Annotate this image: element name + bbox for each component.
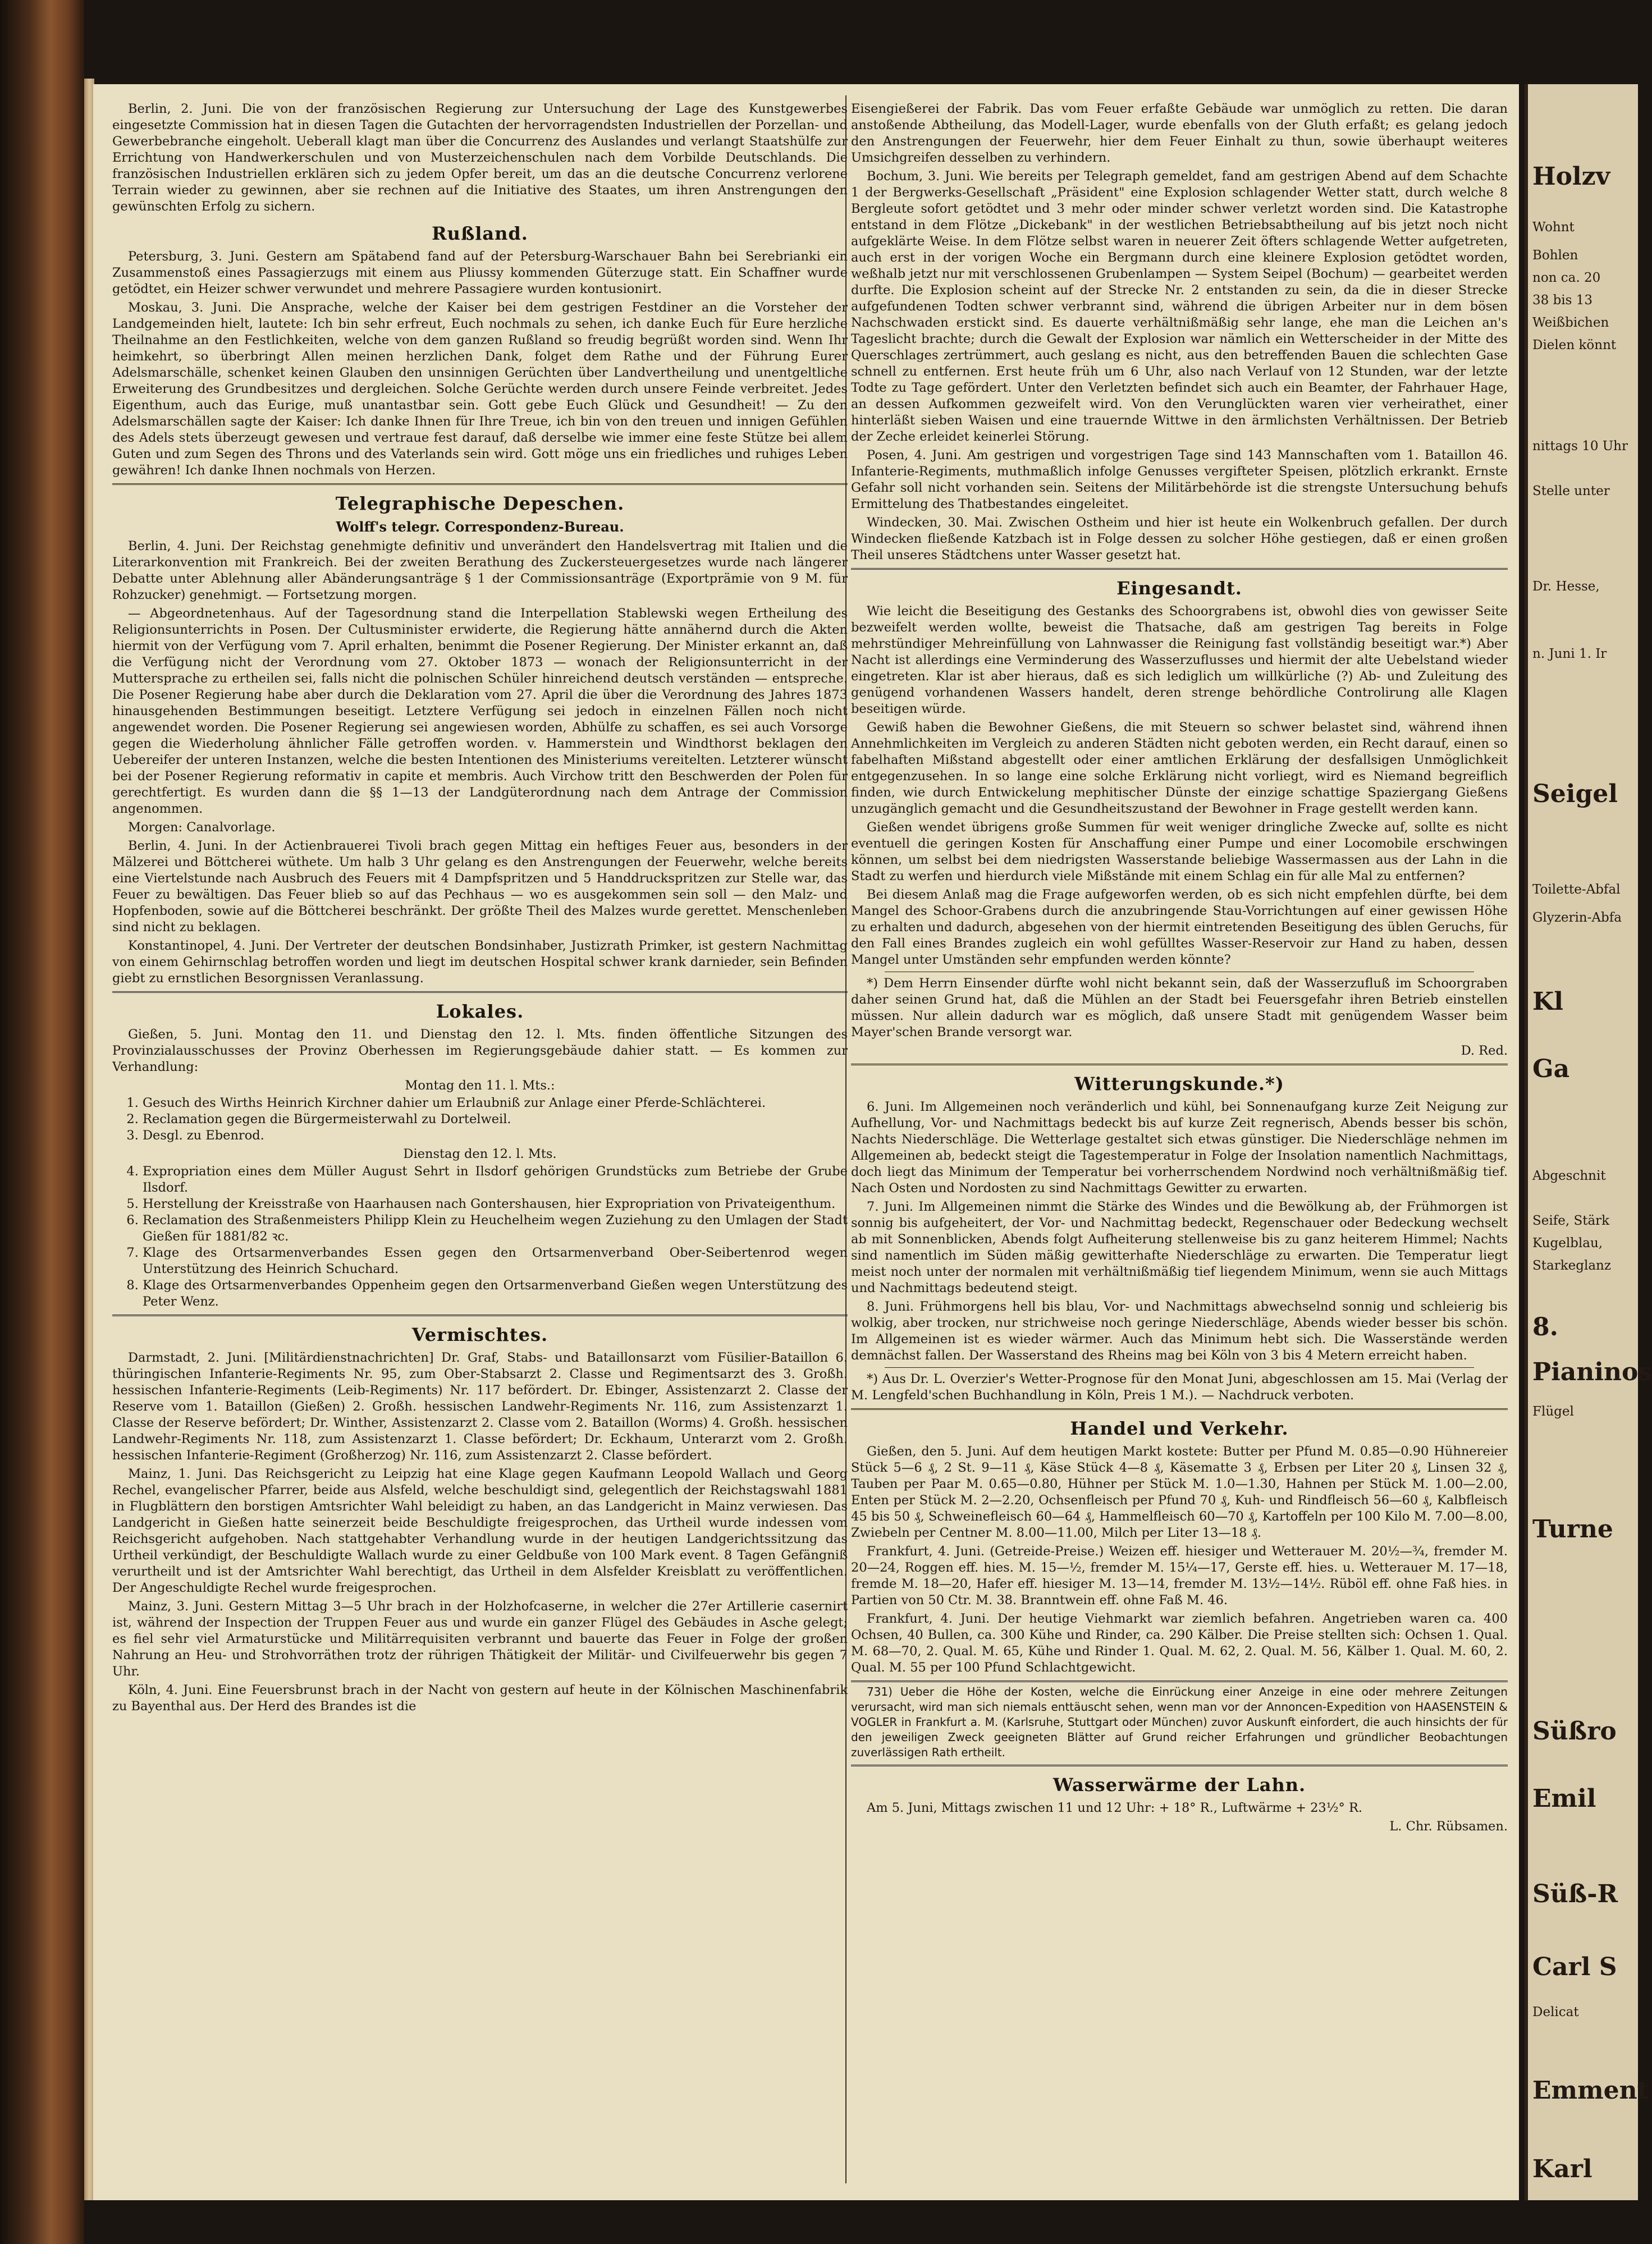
- edge-fragment: Starkeglanz: [1532, 1258, 1611, 1273]
- agenda-item: 8. Klage des Ortsarmenverbandes Oppenheim gegen den Ortsarmenverband Gießen wegen Unterstützung des Peter Wenz.: [143, 1277, 848, 1310]
- forecast-8-juni: 8. Juni. Frühmorgens hell bis blau, Vor- und Nachmittags abwechselnd sonnig und schleierig bis wolkig, aber trocken, nur strichweise noch geringe Niederschläge, Abends wieder besser bis schön. Im Allgemeinen ist es wieder wärmer. Auch das Minimum hebt sich. Die Wasserstände werden demnächst fallen. Der Wasserstand des Rheins mag bei Köln von 3 bis 4 Metern erreicht haben.: [851, 1299, 1508, 1363]
- signature-ruebsamen: L. Chr. Rübsamen.: [1389, 1819, 1508, 1834]
- edge-fragment: Dielen könnt: [1532, 338, 1617, 352]
- edge-fragment: n. Juni 1. Ir: [1532, 647, 1607, 661]
- left-column: [112, 101, 848, 1717]
- heading-wasserwaerme: Wasserwärme der Lahn.: [1052, 1774, 1306, 1796]
- article-berlin-tivoli: Berlin, 4. Juni. In der Actienbrauerei Tivoli brach gegen Mittag ein heftiges Feuer aus, besonders in der Mälzerei und Böttcherei wüthete. Um halb 3 Uhr gelang es den Anstrengungen der Feuerwehr, welche bereits eine Viertelstunde nach Ausbruch des Feuers mit 4 Dampfspritzen und 5 Handdruckspritzen zur Stelle war, das Feuer zu bewältigen. Das Feuer blieb so auf das Pechhaus — wo es ausgekommen sein soll — den Malz- und Hopfenboden, sowie auf die Böttcherei beschränkt. Der größte Theil des Malzes wurde gerettet. Menschenleben sind nicht zu beklagen.: [112, 839, 848, 935]
- edge-fragment: Dr. Hesse,: [1532, 579, 1600, 594]
- edge-fragment: Weißbichen: [1532, 315, 1609, 330]
- edge-fragment: Seigel: [1532, 780, 1618, 808]
- edge-fragment: Kl: [1532, 987, 1563, 1016]
- article-bochum: Bochum, 3. Juni. Wie bereits per Telegraph gemeldet, fand am gestrigen Abend auf dem Schachte 1 der Bergwerks-Gesellschaft „Präsident" eine Explosion schlagender Wetter statt, durch welche 8 Bergleute sofort getödtet und 3 mehr oder minder schwer verletzt worden sind. Die Katastrophe entstand in dem Flötze „Dickebank" in der westlichen Betriebsabtheilung auf bis jetzt noch nicht aufgeklärte Weise. In dem Flötze selbst waren in neuerer Zeit öfters schlagende Wetter aufgetreten, auch erst in der vorigen Woche ein Bergmann durch eine kleinere Explosion getödtet worden, weßhalb jetzt nur mit verschlossenen Grubenlampen — System Seipel (Bochum) — gearbeitet werden durfte. Die Explosion scheint auf der Strecke Nr. 2 entstanden zu sein, da die in dieser Strecke aufgefundenen Todten schwer verbrannt sind, während die übrigen Arbeiter nur in dem bösen Nachschwaden erstickt sind. Es dauerte verhältnißmäßig sehr lange, ehe man die Leichen an's Tageslicht brachte; durch die Gewalt der Explosion war nämlich ein Wetterscheider in der Mitte des Querschlages zertrümmert, auch geslang es nicht, aus den betreffenden Bauen die schlechten Gase schnell zu entfernen. Erst heute früh um 6 Uhr, also nach Verlauf von 12 Stunden, war der letzte Todte zu Tage gefördert. Unter den Verletzten befindet sich auch ein Beamter, der Fahrhauer Hage, an dessen Aufkommen gezweifelt wird. Von den Verunglückten waren vier verheirathet, einer hinterläßt sieben Waisen und eine trauernde Wittwe in den ärmlichsten Verhältnissen. Der Betrieb der Zeche erleidet keinerlei Störung.: [851, 169, 1508, 444]
- edge-fragment: Toilette-Abfal: [1532, 882, 1621, 897]
- article-koeln-continued: Eisengießerei der Fabrik. Das vom Feuer erfaßte Gebäude war unmöglich zu retten. Die daran anstoßende Abtheilung, das Modell-Lager, wurde ebenfalls von der Gluth erfaßt; es gelang jedoch den Anstrengungen der Feuerwehr, hier dem Feuer Einhalt zu thun, sowie überhaupt weiteres Umsichgreifen desselben zu verhindern.: [851, 102, 1508, 165]
- agenda-item: 5. Herstellung der Kreisstraße von Haarhausen nach Gontershausen, hier Expropriation von Privateigenthum.: [143, 1196, 848, 1212]
- section-rule: [112, 483, 848, 485]
- edge-fragment: 38 bis 13: [1532, 293, 1593, 308]
- edge-fragment: 8.: [1532, 1313, 1558, 1341]
- right-column: [851, 101, 1508, 1835]
- agenda-list-montag: [112, 1095, 848, 1144]
- heading-vermischtes: Vermischtes.: [411, 1324, 548, 1345]
- edge-fragment: Süß-R: [1532, 1880, 1618, 1908]
- edge-fragment: Glyzerin-Abfa: [1532, 910, 1622, 925]
- agenda-item: 2. Reclamation gegen die Bürgermeisterwahl zu Dortelweil.: [143, 1111, 848, 1128]
- article-petersburg: Petersburg, 3. Juni. Gestern am Spätabend fand auf der Petersburg-Warschauer Bahn bei Serebrianki ein Zusammenstoß eines Passagierzugs mit einem aus Pliussy kommenden Güterzuge statt. Ein Schaffner wurde getödtet, ein Heizer schwer verwundet und mehrere Passagiere wurden kontusionirt.: [112, 249, 848, 296]
- agenda-list-dienstag: [112, 1164, 848, 1310]
- market-frankfurt-getreide: Frankfurt, 4. Juni. (Getreide-Preise.) Weizen eff. hiesiger und Wetterauer M. 20½—¾, fremder M. 20—24, Roggen eff. hies. M. 15—½, fremder M. 15¼—17, Gerste eff. hies. u. Wetterauer M. 17—18, fremde M. 18—20, Hafer eff. hiesiger M. 13—14, fremder M. 13½—14½. Rüböl eff. ohne Faß hies. in Partien von 50 Ctr. M. 38. Branntwein eff. ohne Faß M. 46.: [851, 1544, 1508, 1608]
- edge-fragment: Turne: [1532, 1515, 1613, 1544]
- newspaper-page: [93, 84, 1519, 2200]
- article-mainz-reichsgericht: Mainz, 1. Juni. Das Reichsgericht zu Leipzig hat eine Klage gegen Kaufmann Leopold Wallach und Georg Rechel, evangelischer Pfarrer, beide aus Alsfeld, welche beschuldigt sind, gelegentlich der Reichstagswahl 1881 in Flugblättern den borstigen Amtsrichter Wahl beleidigt zu haben, an das Landgericht in Mainz verwiesen. Das Landgericht in Gießen hatte seinerzeit beide Beschuldigte freigesprochen, das Urtheil wurde indessen vom Reichsgericht aufgehoben. Nach stattgehabter Verhandlung wurde in der heutigen Landgerichtssitzung das Urtheil verkündigt, der Beschuldigte Wallach wurde zu einer Geldbuße von 100 Mark event. 8 Tagen Gefängniß verurtheilt und ist der Amtsrichter Wahl berechtigt, das Urtheil in dem Alsfelder Kreisblatt zu veröffentlichen. Der Angeschuldigte Rechel wurde freigesprochen.: [112, 1467, 848, 1595]
- article-eingesandt-4: Bei diesem Anlaß mag die Frage aufgeworfen werden, ob es sich nicht empfehlen dürfte, bei dem Mangel des Schoor-Grabens durch die anzubringende Stau-Vorrichtungen auf einer gewissen Höhe zu erhalten und dadurch, abgesehen von der hiermit eintretenden Beseitigung des üblen Geruchs, für den Fall eines Brandes zugleich ein wohl gefülltes Wasser-Reservoir zur Hand zu haben, dessen Mangel unter Umständen sehr empfunden werden könnte?: [851, 887, 1508, 967]
- edge-fragment: Abgeschnit: [1532, 1169, 1606, 1183]
- agenda-item: 4. Expropriation eines dem Müller August Sehrt in Ilsdorf gehörigen Grundstücks zum Betriebe der Grube Ilsdorf.: [143, 1164, 848, 1196]
- edge-fragment: Pianinos: [1532, 1358, 1652, 1386]
- agenda-dienstag: Dienstag den 12. l. Mts.: [403, 1147, 557, 1161]
- article-darmstadt: Darmstadt, 2. Juni. [Militärdienstnachrichten] Dr. Graf, Stabs- und Bataillonsarzt vom Füsilier-Bataillon 6. thüringischen Infanterie-Regiments Nr. 95, zum Ober-Stabsarzt 2. Classe und Regimentsarzt des 3. Großh. hessischen Infanterie-Regiments (Leib-Regiments) Nr. 117 befördert. Dr. Ebinger, Assistenzarzt 2. Classe der Reserve vom 1. Bataillon (Gießen) 2. Großh. hessischen Landwehr-Regiments Nr. 116, zum Assistenzarzt 1. Classe der Reserve befördert; Dr. Winther, Assistenzarzt 2. Classe vom 2. Bataillon (Worms) 4. Großh. hessischen Landwehr-Regiments Nr. 118, zum Assistenzarzt 1. Classe befördert; Dr. Eckhaum, Unterarzt vom 2. Großh. hessischen Infanterie-Regiment (Großherzog) Nr. 116, zum Assistenzarzt 2. Classe befördert.: [112, 1350, 848, 1463]
- article-posen: Posen, 4. Juni. Am gestrigen und vorgestrigen Tage sind 143 Mannschaften vom 1. Bataillon 46. Infanterie-Regiments, muthmaßlich infolge Genusses vergifteter Speisen, plötzlich erkrankt. Ernste Gefahr soll nicht vorhanden sein. Seitens der Militärbehörde ist die strengste Untersuchung behufs Ermittelung des Thatbestandes eingeleitet.: [851, 448, 1508, 511]
- agenda-item: 6. Reclamation des Straßenmeisters Philipp Klein zu Heuchelheim wegen Zuziehung zu den Umlagen der Stadt Gießen für 1881/82 ꝛc.: [143, 1212, 848, 1245]
- edge-fragment: Kugelblau,: [1532, 1236, 1603, 1251]
- footnote-eingesandt: *) Dem Herrn Einsender dürfte wohl nicht bekannt sein, daß der Wasserzufluß im Schoorgraben daher seinen Grund hat, daß die Mühlen an der Stadt bei Feuersgefahr ihren Betrieb einstellen müssen. Nur allein dadurch war es möglich, daß unsere Stadt mit genügendem Wasser beim Mayer'schen Brande versorgt war.: [851, 976, 1508, 1039]
- article-abgeordnetenhaus: — Abgeordnetenhaus. Auf der Tagesordnung stand die Interpellation Stablewski wegen Ertheilung des Religionsunterrichts in Posen. Der Cultusminister erwiderte, die Regierung hätte annähernd durch die Akten hiermit von der Verfügung vom 7. April erhalten, benimmt die Posener Regierung. Der Minister erkannt an, daß die Verfügung nicht der Verordnung vom 27. Oktober 1873 — wonach der Religionsunterricht in der Muttersprache zu ertheilen sei, falls nicht die polnischen Schüler hinreichend deutsch verständen — entspreche. Die Posener Regierung habe aber durch die Deklaration vom 27. April die über die Verordnung des Jahres 1873 hinausgehenden Bestimmungen beseitigt. Letztere Verfügung sei jedoch in einzelnen Fällen noch nicht angewendet worden. Die Posener Regierung sei angewiesen worden, Abhülfe zu schaffen, es sei auch Vorsorge gegen die Wiederholung ähnlicher Fälle getroffen worden. v. Hammerstein und Windthorst beklagen den Uebereifer der unteren Instanzen, welche die besten Intentionen des Ministeriums vereitelten. Letzterer wünscht bei der Posener Regierung reformativ in capite et membris. Auch Virchow tritt den Beschwerden der Polen für gerechtfertigt. Es wurden dann die §§ 1—13 der Landgüterordnung nach dem Antrage der Commission angenommen.: [112, 606, 848, 816]
- advertisement-haasenstein-vogler: [851, 1680, 1508, 1766]
- article-giessen-sitzungen: Gießen, 5. Juni. Montag den 11. und Dienstag den 12. l. Mts. finden öffentliche Sitzungen des Provinzialausschusses der Provinz Oberhessen im Regierungsgebäude dahier statt. — Es kommen zur Verhandlung:: [112, 1027, 848, 1074]
- edge-fragment: Flügel: [1532, 1404, 1574, 1419]
- article-morgen: Morgen: Canalvorlage.: [128, 820, 276, 835]
- agenda-item: 7. Klage des Ortsarmenverbandes Essen gegen den Ortsarmenverband Ober-Seibertenrod wegen Unterstützung des Heinrich Schuchard.: [143, 1245, 848, 1277]
- heading-eingesandt: Eingesandt.: [1116, 578, 1242, 599]
- edge-fragment: nittags 10 Uhr: [1532, 439, 1628, 454]
- agenda-item: 3. Desgl. zu Ebenrod.: [143, 1128, 848, 1144]
- article-konstantinopel: Konstantinopel, 4. Juni. Der Vertreter der deutschen Bondsinhaber, Justizrath Primker, ist gestern Nachmittag von einem Gehirnschlag betroffen worden und liegt im deutschen Hospital schwer krank darnieder, sein Befinden giebt zu ernstlichen Besorgnissen Veranlassung.: [112, 938, 848, 986]
- article-eingesandt-2: Gewiß haben die Bewohner Gießens, die mit Steuern so schwer belastet sind, während ihnen Annehmlichkeiten im Vergleich zu anderen Städten nicht geboten werden, ein Recht darauf, einen so fabelhaften Mißstand abgestellt oder einer amtlichen Erklärung der desfallsigen Unmöglichkeit entgegenzusehen. In so lange eine solche Erklärung nicht vorliegt, wird es Niemand begreiflich finden, wie durch Entwickelung mephitischer Dünste der einzige schattige Spaziergang Gießens unzugänglich gemacht und die Gesundheitszustand der Bewohner in Frage gestellt werden kann.: [851, 720, 1508, 816]
- signature-redaktion: D. Red.: [1461, 1043, 1508, 1058]
- note-rule: [885, 1367, 1474, 1368]
- edge-fragment: Seife, Stärk: [1532, 1213, 1610, 1228]
- edge-fragment: Wohnt: [1532, 220, 1575, 235]
- section-rule: [112, 1315, 848, 1316]
- heading-handel-verkehr: Handel und Verkehr.: [1070, 1418, 1289, 1439]
- article-eingesandt-3: Gießen wendet übrigens große Summen für weit weniger dringliche Zwecke auf, sollte es nicht eventuell die geringen Kosten für Anschaffung einer Pumpe und einer Locomobile erschwingen können, um selbst bei dem niedrigsten Wasserstande beliebige Wassermassen aus der Lahn in die Stadt zu werfen und hierdurch viele Mißstände mit einem Schlag ein für alle Mal zu entfernen?: [851, 820, 1508, 883]
- heading-lokales: Lokales.: [436, 1001, 524, 1022]
- edge-fragment: Emment: [1532, 2076, 1649, 2105]
- section-rule: [851, 568, 1508, 570]
- water-temperature: Am 5. Juni, Mittags zwischen 11 und 12 Uhr: + 18° R., Luftwärme + 23½° R.: [867, 1801, 1363, 1815]
- article-berlin-kunstgewerbe: Berlin, 2. Juni. Die von der französischen Regierung zur Untersuchung der Lage des Kunstgewerbes eingesetzte Commission hat in diesen Tagen die Gutachten der hervorragendsten Industriellen der Porzellan- und Gewerbebranche eingeholt. Ueberall klagt man über die Concurrenz des Auslandes und verlangt Staatshülfe zur Errichtung von Handwerkerschulen und von Musterzeichenschulen nach dem Vorbilde Deutschlands. Die französischen Industriellen erklären sich zu jedem Opfer bereit, um das an die deutsche Concurrenz verlorene Terrain wieder zu gewinnen, aber sie rechnen auf die Initiative des Staates, um ihren Anstrengungen den gewünschten Erfolg zu sichern.: [112, 102, 848, 214]
- edge-fragment: Emil: [1532, 1784, 1596, 1813]
- edge-fragment: Bohlen: [1532, 248, 1578, 263]
- edge-fragment: Carl S: [1532, 1953, 1617, 1981]
- edge-fragment: Delicat: [1532, 2005, 1579, 2019]
- section-rule: [851, 1064, 1508, 1065]
- market-giessen: Gießen, den 5. Juni. Auf dem heutigen Markt kostete: Butter per Pfund M. 0.85—0.90 Hühnereier Stück 5—6 ₰, 2 St. 9—11 ₰, Käse Stück 4—8 ₰, Käsematte 3 ₰, Erbsen per Liter 20 ₰, Linsen 32 ₰, Tauben per Paar M. 0.65—0.80, Hühner per Stück M. 1.0—1.30, Hahnen per Stück M. 1.00—2.00, Enten per Stück M. 2—2.20, Ochsenfleisch per Pfund 70 ₰, Kuh- und Rindfleisch 56—60 ₰, Kalbfleisch 45 bis 50 ₰, Schweinefleisch 60—64 ₰, Hammelfleisch 60—70 ₰, Kartoffeln per 100 Kilo M. 7.00—8.00, Zwiebeln per Centner M. 8.00—11.00, Milch per Liter 13—18 ₰.: [851, 1444, 1508, 1540]
- agenda-item: 1. Gesuch des Wirths Heinrich Kirchner dahier um Erlaubniß zur Anlage einer Pferde-Schlächterei.: [143, 1095, 848, 1111]
- forecast-6-juni: 6. Juni. Im Allgemeinen noch veränderlich und kühl, bei Sonnenaufgang kurze Zeit Neigung zur Aufhellung, Vor- und Nachmittags bedeckt bis auf kurze Zeit regnerisch, Abends besser bis schön, Nachts Niederschläge. Die Wetterlage gestaltet sich etwas günstiger. Die Niederschläge nehmen im Allgemeinen ab, bedeckt steigt die Tagestemperatur in Folge der Insolation namentlich Nachmittags, doch liegt das Minimum der Temperatur bei vorherrschendem Nordwind noch verhältnißmäßig tief. Nach Osten und Nordosten zu sind Nachmittags Gewitter zu erwarten.: [851, 1100, 1508, 1196]
- article-mainz-feuer: Mainz, 3. Juni. Gestern Mittag 3—5 Uhr brach in der Holzhofcaserne, in welcher die 27er Artillerie casernirt ist, während der Inspection der Truppen Feuer aus und wurde ein ganzer Flügel des Gebäudes in Asche gelegt; es fiel sehr viel Armaturstücke und Militärrequisiten verbrannt und bauerte das Feuer in Folge der großen Nahrung an Heu- und Strohvorräthen trotz der rührigen Thätigkeit der Militär- und Civilfeuerwehr bis gegen 7 Uhr.: [112, 1599, 848, 1679]
- edge-fragment: Ga: [1532, 1055, 1570, 1083]
- heading-russland: Rußland.: [432, 223, 528, 244]
- article-koeln: Köln, 4. Juni. Eine Feuersbrunst brach in der Nacht von gestern auf heute in der Kölnischen Maschinenfabrik zu Bayenthal aus. Der Herd des Brandes ist die: [112, 1683, 848, 1714]
- edge-fragment: Stelle unter: [1532, 484, 1610, 498]
- advertisement-text: 731) Ueber die Höhe der Kosten, welche die Einrückung einer Anzeige in eine oder mehrere Zeitungen verursacht, wird man sich niemals enttäuscht sehen, wenn man vor der Annoncen-Expedition von HAASENSTEIN & VOGLER in Frankfurt a. M. (Karlsruhe, Stuttgart oder München) zuvor Auskunft einfordert, die auch hinsichts der für den jeweiligen Zweck geeigneten Blätter auf Grund reicher Erfahrungen und gründlicher Beobachtungen zuverlässigen Rath ertheilt.: [851, 1685, 1508, 1759]
- article-eingesandt-1: Wie leicht die Beseitigung des Gestanks des Schoorgrabens ist, obwohl dies von gewisser Seite bezweifelt werden wollte, beweist die Thatsache, daß am gestrigen Tag bereits in Folge mehrstündiger Mehreinfüllung von Lahnwasser die Reinigung fast vollständig beseitigt war.*) Aber Nacht ist allerdings eine Verminderung des Wasserzuflusses und hiermit der alte Uebelstand wieder eingetreten. Klar ist aber hieraus, daß es sich lediglich um willkürliche (?) Ab- und Zuleitung des genügend vorhandenen Wassers handelt, deren strenge behördliche Controlirung alle Klagen beseitigen würde.: [851, 604, 1508, 716]
- adjacent-page-edge: [1528, 84, 1652, 2200]
- section-rule: [112, 991, 848, 993]
- agenda-montag: Montag den 11. l. Mts.:: [405, 1078, 555, 1093]
- section-rule: [851, 1408, 1508, 1410]
- forecast-7-juni: 7. Juni. Im Allgemeinen nimmt die Stärke des Windes und die Bewölkung ab, der Frühmorgen ist sonnig bis aufgeheitert, der Vor- und Nachmittag bedeckt, Regenschauer oder Bedeckung wechselt ab mit Sonnenblicken, Abends folgt Aufheiterung stellenweise bis zu ganz heiterem Himmel; Nachts sind namentlich im Süden mäßig gewitterhafte Niederschläge zu erwarten. Die Temperatur liegt meist noch unter der normalen mit verhältnißmäßig tief liegendem Minimum, wenn sie auch Mittags und Nachmittags bedeutend steigt.: [851, 1199, 1508, 1295]
- subheading-wolff-bureau: Wolff's telegr. Correspondenz-Bureau.: [336, 519, 624, 535]
- footnote-witterung: *) Aus Dr. L. Overzier's Wetter-Prognose für den Monat Juni, abgeschlossen am 15. Mai (Verlag der M. Lengfeld'schen Buchhandlung in Köln, Preis 1 M.). — Nachdruck verboten.: [851, 1372, 1508, 1403]
- heading-telegraphische-depeschen: Telegraphische Depeschen.: [335, 493, 625, 514]
- heading-witterungskunde: Witterungskunde.*): [1074, 1073, 1284, 1094]
- article-windecken: Windecken, 30. Mai. Zwischen Ostheim und hier ist heute ein Wolkenbruch gefallen. Der durch Windecken fließende Katzbach ist in Folge dessen zu solcher Höhe gestiegen, daß er einen großen Theil unseres Städtchens unter Wasser gesetzt hat.: [851, 515, 1508, 562]
- article-moskau: Moskau, 3. Juni. Die Ansprache, welche der Kaiser bei dem gestrigen Festdiner an die Vorsteher der Landgemeinden hielt, lautete: Ich bin sehr erfreut, Euch nochmals zu sehen, ich danke Euch für Eure herzliche Theilnahme an den Festlichkeiten, welche von dem ganzen Rußland so freudig begrüßt worden sind. Wenn Ihr heimkehrt, so überbringt Allen meinen herzlichen Dank, folget dem Rathe und der Führung Eurer Adelsmarschälle, schenket keinen Glauben den unsinnigen Gerüchten über Landvertheilung und unentgeltliche Erweiterung des Grundbesitzes und dergleichen. Solche Gerüchte werden durch unsere Feinde verbreitet. Jedes Eigenthum, auch das Eurige, muß unantastbar sein. Gott gebe Euch Glück und Gesundheit! — Zu den Adelsmarschällen sagte der Kaiser: Ich danke Ihnen für Ihre Treue, ich bin von den treuen und innigen Gefühlen des Adels stets überzeugt gewesen und vertraue fest darauf, daß derselbe wie immer eine feste Stütze bei allem Guten und zum Segen des Throns und des Vaterlands sein wird. Gott möge uns ein friedliches und ruhiges Leben gewähren! Ich danke Ihnen nochmals von Herzen.: [112, 300, 848, 478]
- edge-fragment: Karl: [1532, 2155, 1592, 2183]
- article-berlin-reichstag: Berlin, 4. Juni. Der Reichstag genehmigte definitiv und unverändert den Handelsvertrag mit Italien und die Literarkonvention mit Frankreich. Bei der zweiten Berathung des Zuckersteuergesetzes wurde nach längerer Debatte unter Ablehnung aller Abänderungsanträge § 1 der Commissionsanträge (Exportprämie von 9 M. für Rohzucker) genehmigt. — Fortsetzung morgen.: [112, 539, 848, 602]
- edge-fragment: Holzv: [1532, 162, 1610, 191]
- book-binding: [0, 0, 84, 2244]
- market-frankfurt-vieh: Frankfurt, 4. Juni. Der heutige Viehmarkt war ziemlich befahren. Angetrieben waren ca. 400 Ochsen, 40 Bullen, ca. 300 Kühe und Rinder, ca. 290 Kälber. Die Preise stellten sich: Ochsen 1. Qual. M. 68—70, 2. Qual. M. 65, Kühe und Rinder 1. Qual. M. 62, 2. Qual. M. 56, Kälber 1. Qual. M. 60, 2. Qual. M. 55 per 100 Pfund Schlachtgewicht.: [851, 1611, 1508, 1675]
- edge-fragment: Süßro: [1532, 1717, 1617, 1746]
- edge-fragment: non ca. 20: [1532, 271, 1601, 285]
